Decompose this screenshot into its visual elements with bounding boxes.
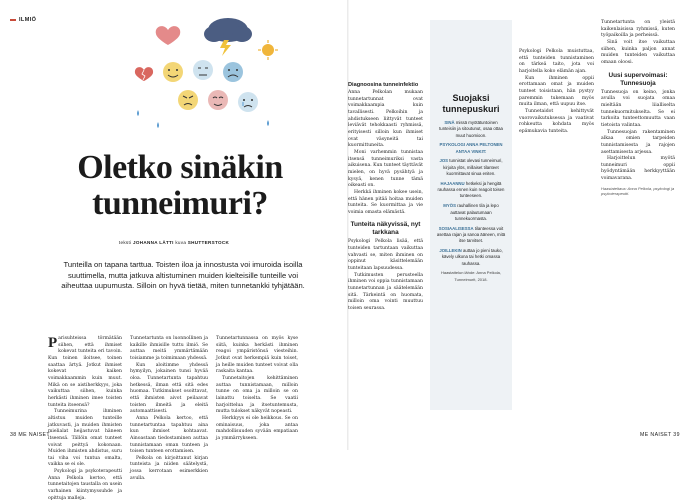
paragraph: arisuhteissa törmätään siihen, että ihmiset kokevat tunteita eri tavoin. Kun toinen iloitsee, toinen saattaa ärtyä. Jotkut ihmiset kokevat kaiken voimakkaammin kuin muut. Mikä on se aistiherkkyys, joka vaikuttaa siihen, kuinka herkästi ihminen imee toisten tunteita itseensä? (48, 336, 122, 408)
folio-right: ME NAISET 39 (640, 432, 680, 438)
sidebar-item-key: JOS (439, 158, 449, 164)
sidebar-item-key: JOILLEKIN (439, 248, 462, 254)
sidebar-item (436, 226, 506, 245)
paragraph: Tunnetartunta on yleistä kaikenlaisissa ryhmissä, kuten työpaikoilla ja perheissä. (601, 20, 675, 39)
paragraph: Tutkimusten perusteella ihminen voi oppia tunnistamaan tunnetartunnan ja säätelemään sitä. Tärkeintä on huomata, milloin oma vointi muuttuu toisen seurassa. (348, 272, 423, 312)
heart-icon (156, 26, 181, 45)
sun-icon (258, 40, 278, 60)
title-line-2: tunneimuri? (92, 185, 268, 222)
crying-face-icon (238, 92, 258, 112)
article-title (40, 150, 320, 222)
section-label-text: ILMIÖ (19, 17, 37, 23)
paragraph: Harjoittelun myötä tunneimuri oppii hyödyntämään herkkyyttään voimavarana. (601, 156, 675, 182)
sad-face-icon (223, 62, 243, 82)
sidebar-item-key: MYÖS (443, 203, 456, 209)
byline-photographer: SHUTTERSTOCK (187, 240, 230, 245)
sidebar-title: Suojaksi tunnepuskuri (442, 93, 500, 114)
paragraph: Anna Pelkola kertoo, että tunnetartuntaa tapahtuu aina kun ihmiset kohtaavat. Ainoastaan tiedostaminen auttaa tunnistamaan oman tunteen ja toisen tunteen erottamisen. (130, 415, 208, 455)
section-marker (10, 19, 16, 21)
paragraph: Tunnetartunnassa on myös kyse siitä, kuinka herkästi ihminen reagoi ympäristönsä viesteihin. Jotkut ovat herkempiä kuin toiset, ja heille muiden tunteet voivat olla raskaita kantaa. (216, 336, 298, 375)
angry-face-icon (178, 90, 198, 110)
sidebar-body (430, 115, 512, 283)
paragraph: Anna Pelkolan mukaan tunnetartunnat ovat voimakkaampia kuin tavallisesti. Pelkoihin ja ahdistukseen liittyvät tunteet leviävät tehokkaasti ryhmissä, erityisesti silloin kun ihmiset ovat väsyneitä tai kuormittuneita. (348, 90, 423, 149)
sidebar-item-key: SINÄ (444, 120, 455, 125)
paragraph: Moni varhemmin tunnistaa itsensä tunneimuriksi vasta aikuisena. Kun tunteet täyttävät mielen, on hyvä pysähtyä ja kysyä, kenen tunne tämä oikeasti on. (348, 149, 423, 189)
sidebar-item-key: SOSIAALISESSA (438, 225, 474, 231)
source-note: Haastateltava: Anna Pelkola, psykologi ja psykoterapeutti. (601, 185, 675, 197)
sidebar-item-key: PSYKOLOGI ANNA PELTONEN ANTAA VINKIT: (439, 142, 503, 154)
byline-text-label: teksti (118, 240, 132, 245)
emotion-faces-illustration (118, 10, 288, 150)
tired-face-icon (193, 60, 213, 80)
folio-left: 38 ME NAISET (10, 432, 50, 438)
sidebar-item (436, 248, 506, 267)
byline-photo-label: kuva (175, 240, 187, 245)
sidebar-item-text: missä myötätuntoinen tunteisiin ja sitoutunut, osaa ottaa muut huomioon. (439, 120, 503, 138)
subheading-superpower: Uusi supervoimasi: Tunnesuoja (608, 71, 668, 87)
sidebar-item (436, 203, 506, 222)
sidebar-item (436, 181, 506, 200)
sidebar-box (430, 20, 512, 410)
sidebar-item-text: rauhallinen tila ja lepo auttavat palautumaan tunnekuormasta. (450, 203, 499, 221)
face-grid (163, 60, 258, 112)
sidebar-item-key: HAJAANNU (440, 180, 465, 186)
section-label (10, 17, 36, 23)
paragraph: Tunnetaitojen kehittäminen auttaa tunnistamaan, milloin tunne on oma ja milloin se on lainattu toiselta. Se vaatii harjoittelua ja itsetuntemusta, mutta tulokset näkyvät nopeasti. (216, 375, 298, 415)
body-column-1 (48, 336, 122, 502)
byline-author: JOHANNA LÄTTI (133, 240, 174, 245)
paragraph: Tunnetartunta on luonnollinen ja kaikille ihmisille tuttu ilmiö. Se auttaa meitä ymmärtämään toisiamme ja toimimaan yhdessä. (130, 336, 208, 361)
body-column-4 (348, 80, 423, 313)
paragraph: Psykologi ja psykoterapeutti Anna Pelkola kertoo, että tunnetaitojen taustalla on usein varhainen kiintymyssuhde ja opittuja malleja. (48, 469, 122, 501)
paragraph: Tunneimurina ihminen altistuu muiden tunteille jatkuvasti, ja muiden ihmisten mielialat heijastuvat häneen itseensä. Tällöin omat tunteet voivat peittyä kokonaan. Muiden ihmisten ahdistus, suru tai viha voi tuntua omalta, vaikka se ei ole. (48, 409, 122, 468)
happy-face-icon (163, 62, 183, 82)
paragraph: Herkkyys ei ole heikkous. Se on ominaisuus, joka antaa mahdollisuuden syvään empatiaan ja ymmärrykseen. (216, 415, 298, 441)
storm-cloud-icon (204, 18, 252, 56)
paragraph: Herkkä ihminen kokee usein, että hänen pitää hoitaa muiden tunteita. Se kuormittaa ja vie voimia omasta elämästä. (348, 189, 423, 215)
body-column-3 (216, 336, 298, 443)
paragraph: Sinä voit itse vaikuttaa siihen, kuinka paljon annat muiden tunteiden vaikuttaa omaan oloosi. (601, 39, 675, 65)
body-column-7 (601, 20, 675, 197)
calm-face-icon (208, 90, 228, 110)
paragraph: Kun ihminen oppii erottamaan omat ja muiden tunteet toisistaan, hän pystyy paremmin tukemaan myös muita ilman, että uupuu itse. (519, 75, 594, 108)
paragraph: Tunnetaidot kehittyvät vuorovaikutuksessa ja vaativat rohkeutta kohdata myös epämukavia tunteita. (519, 108, 594, 134)
paragraph: Tunnesuoja on keino, jonka avulla voi suojata omaa mieltään liialliselta tunnekuormitukselta. Se ei tarkoita tunteettomuutta vaan tietoista valintaa. (601, 89, 675, 128)
subheading-diagnosis: Diagnoosina tunneinfektio (348, 82, 419, 88)
byline (0, 240, 348, 245)
sidebar-item (436, 158, 506, 177)
paragraph: Psykologi Pelkola muistuttaa, että tunteiden tunnistaminen on tärkeä taito, jota voi harjoitella koko elämän ajan. (519, 49, 594, 74)
sidebar-item (436, 120, 506, 139)
sidebar-item-text: hetkeksi ja hengitä rauhassa ennen kuin reagoit toisen tunteeseen. (437, 180, 505, 199)
title-line-1: Oletko sinäkin (77, 149, 283, 186)
paragraph: Psykologi Pelkola lisää, että tunteiden tartuntaan vaikuttaa vahvasti se, miten ihminen on oppinut käsittelemään tunteitaan lapsuudessa. (348, 239, 423, 272)
sidebar-signature: Haastattelun lähde: Anna Pelkola, Tunneimurit, 2018. (440, 270, 502, 282)
sidebar-item-text: tunnistat olevasi tunneimuri, kirjoita ylös, millaiset tilanteet kuormittavat sinua eniten. (443, 158, 503, 177)
subheading-feelings: Tunteita näkyvissä, nyt tarkkana (350, 221, 421, 237)
raindrop-icons (137, 110, 269, 128)
drop-cap: P (48, 335, 58, 351)
paragraph: Pelkola on kirjoittanut kirjan tunteista ja niiden säätelystä, jossa kerrotaan esimerkkien avulla. (130, 455, 208, 481)
sidebar-item (436, 142, 506, 155)
sidebar-item-text: auttaa jo pieni tauko, kävely ulkona tai hetki omassa rauhassa. (441, 248, 503, 266)
broken-heart-icon (135, 67, 153, 81)
body-column-6 (519, 49, 594, 136)
sidebar-item-text: tilanteessa voit asettaa rajan ja sanoa ääneen, mitä itse tarvitset. (436, 225, 506, 244)
paragraph: Kun aloitimme yhdessä hymyilyn, jokainen tunsi hyvää oloa. Tunnetartunta tapahtuu hetkessä, ilman että sitä edes huomaa. Tutkimukset osoittavat, että ihmisten aivot peilaavat toisten ilmeitä ja eleitä automaattisesti. (130, 362, 208, 415)
paragraph: Tunnesuojan rakentaminen alkaa omien tarpeiden tunnistamisesta ja rajojen asettamisesta arjessa. (601, 129, 675, 155)
lead-paragraph: Tunteilla on tapana tarttua. Toisten iloa ja innostusta voi imuroida isoilla suuttimella, mutta jatkuva altistuminen muiden kielteisille tunteille voi aiheuttaa uupumusta. Silloin on hyvä tietää, miten tunnetankki tyhjätään. (61, 260, 305, 291)
body-column-2 (130, 336, 208, 482)
